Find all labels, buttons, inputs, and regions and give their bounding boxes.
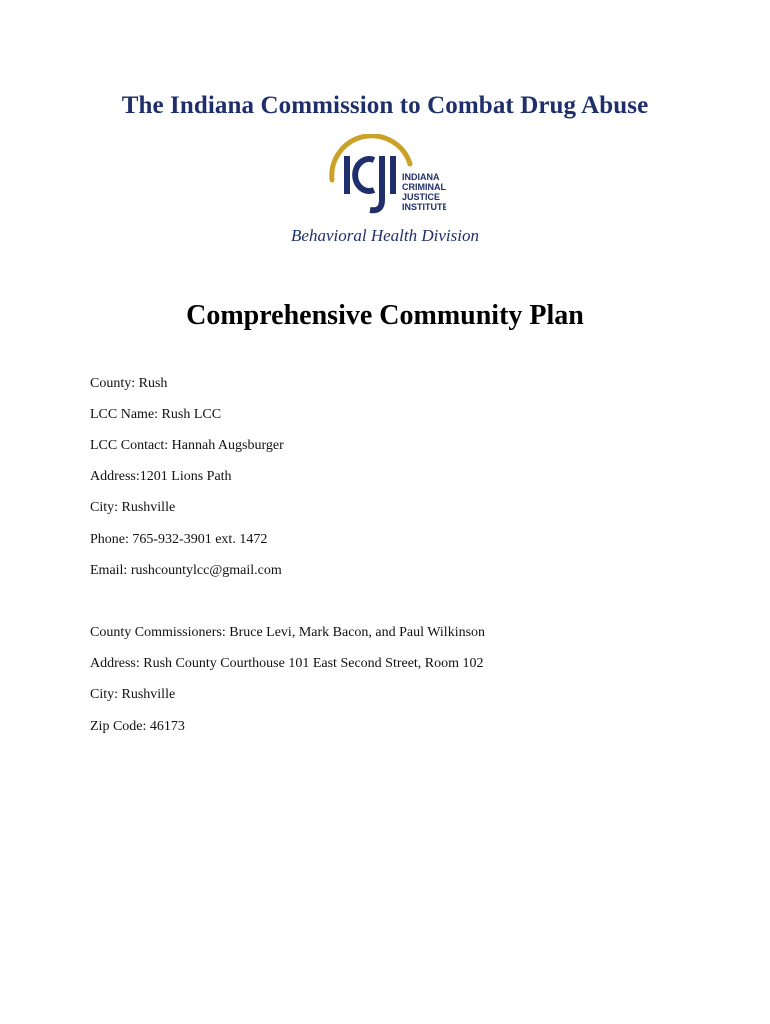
logo-text-line-4: INSTITUTE <box>402 202 446 212</box>
division-subtitle: Behavioral Health Division <box>291 226 479 245</box>
zip-code-field: Zip Code: 46173 <box>90 719 185 734</box>
lcc-contact-field: LCC Contact: Hannah Augsburger <box>90 438 284 453</box>
icji-logo-graphic <box>326 134 446 218</box>
phone-field: Phone: 765-932-3901 ext. 1472 <box>90 532 268 547</box>
logo-text-line-3: JUSTICE <box>402 192 441 202</box>
courthouse-address-field: Address: Rush County Courthouse 101 East Second Street, Room 102 <box>90 656 484 671</box>
county-field: County: Rush <box>90 376 168 391</box>
city-field: City: Rushville <box>90 500 176 515</box>
commission-title: The Indiana Commission to Combat Drug Abuse <box>121 92 649 119</box>
lcc-name-field: LCC Name: Rush LCC <box>90 407 222 422</box>
icji-logo <box>326 134 446 218</box>
logo-text-line-2: CRIMINAL <box>402 182 446 192</box>
commissioners-field: County Commissioners: Bruce Levi, Mark Bacon, and Paul Wilkinson <box>90 625 486 640</box>
email-field: Email: rushcountylcc@gmail.com <box>90 563 282 578</box>
logo-text-line-1: INDIANA <box>402 172 440 182</box>
address-field: Address:1201 Lions Path <box>90 469 232 484</box>
courthouse-city-field: City: Rushville <box>90 687 176 702</box>
plan-title: Comprehensive Community Plan <box>186 300 584 331</box>
